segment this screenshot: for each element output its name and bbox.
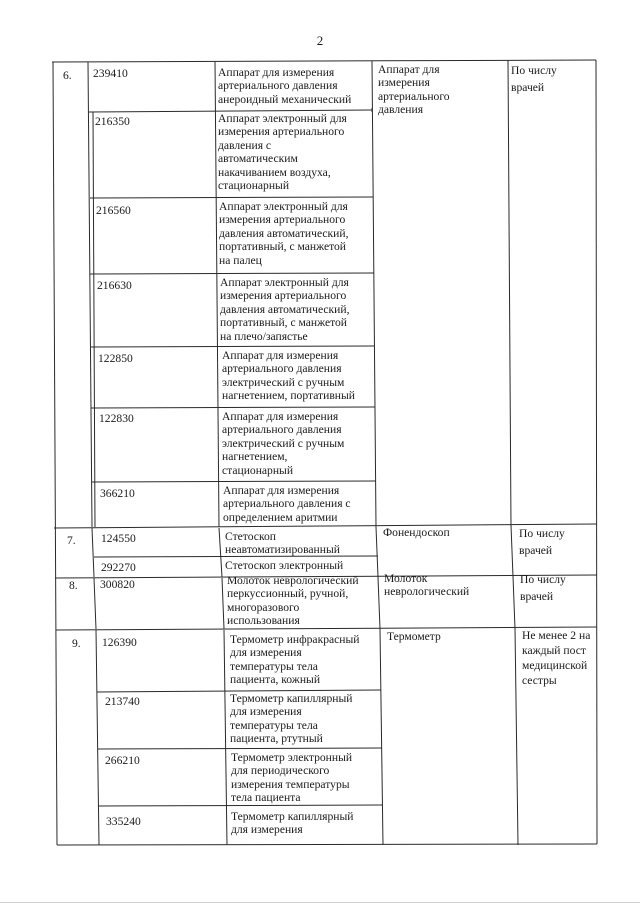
device-name-cell: Стетоскоп электронный: [225, 559, 344, 572]
quantity-cell: Не менее 2 на каждый пост медицинской сестры: [522, 629, 591, 687]
device-name-cell: Термометр инфракрасный для измерения температуры тела пациента, кожный: [230, 633, 360, 687]
code-cell: 216560: [96, 204, 131, 217]
code-cell: 300820: [100, 578, 135, 591]
scan-edge-line: [0, 902, 640, 903]
code-cell: 239410: [93, 67, 128, 80]
code-cell: 122830: [99, 412, 134, 425]
page-number: 2: [316, 33, 324, 48]
device-name-cell: Стетоскоп неавтоматизированный: [225, 530, 340, 557]
code-cell: 213740: [105, 695, 140, 708]
code-cell: 126390: [102, 636, 137, 649]
row-number: 6.: [63, 69, 72, 82]
device-name-cell: Аппарат для измерения артериального давления анероидный механический: [218, 66, 352, 106]
row-number: 9.: [72, 637, 81, 650]
device-type-cell: Фонендоскоп: [383, 526, 450, 539]
device-type-cell: Молоток неврологический: [384, 572, 470, 599]
code-cell: 335240: [106, 815, 141, 828]
code-cell: 122850: [98, 352, 133, 365]
device-type-cell: Термометр: [387, 630, 441, 643]
code-cell: 216630: [97, 279, 132, 292]
code-cell: 266210: [105, 754, 140, 767]
device-name-cell: Аппарат электронный для измерения артериального давления автоматический, портативный, с манжетой на палец: [219, 200, 349, 267]
row-number: 8.: [69, 579, 78, 592]
quantity-cell: По числу врачей: [511, 64, 557, 94]
row-number: 7.: [67, 534, 76, 547]
device-name-cell: Молоток неврологический перкуссионный, ручной, многоразового использования: [227, 574, 359, 628]
device-name-cell: Аппарат электронный для измерения артериального давления с автоматическим накачиванием воздуха, стационарный: [218, 112, 347, 193]
device-type-cell: Аппарат для измерения артериального давления: [378, 63, 450, 117]
quantity-cell: По числу врачей: [519, 527, 565, 557]
device-name-cell: Термометр капиллярный для измерения: [231, 810, 354, 837]
device-name-cell: Термометр электронный для периодического измерения температуры тела пациента: [231, 751, 353, 805]
code-cell: 124550: [101, 532, 136, 545]
code-cell: 366210: [100, 487, 135, 500]
device-name-cell: Аппарат для измерения артериального давления с определением аритмии: [223, 484, 351, 524]
code-cell: 292270: [101, 561, 136, 574]
device-name-cell: Аппарат электронный для измерения артериального давления автоматический, портативный, с манжетой на плечо/запястье: [220, 276, 350, 343]
device-name-cell: Термометр капиллярный для измерения температуры тела пациента, ртутный: [230, 692, 353, 746]
quantity-cell: По числу врачей: [520, 573, 566, 603]
device-name-cell: Аппарат для измерения артериального давления электрический с ручным нагнетением, портативный: [222, 349, 355, 403]
device-name-cell: Аппарат для измерения артериального давления электрический с ручным нагнетением, стационарный: [222, 410, 345, 477]
code-cell: 216350: [95, 115, 130, 128]
